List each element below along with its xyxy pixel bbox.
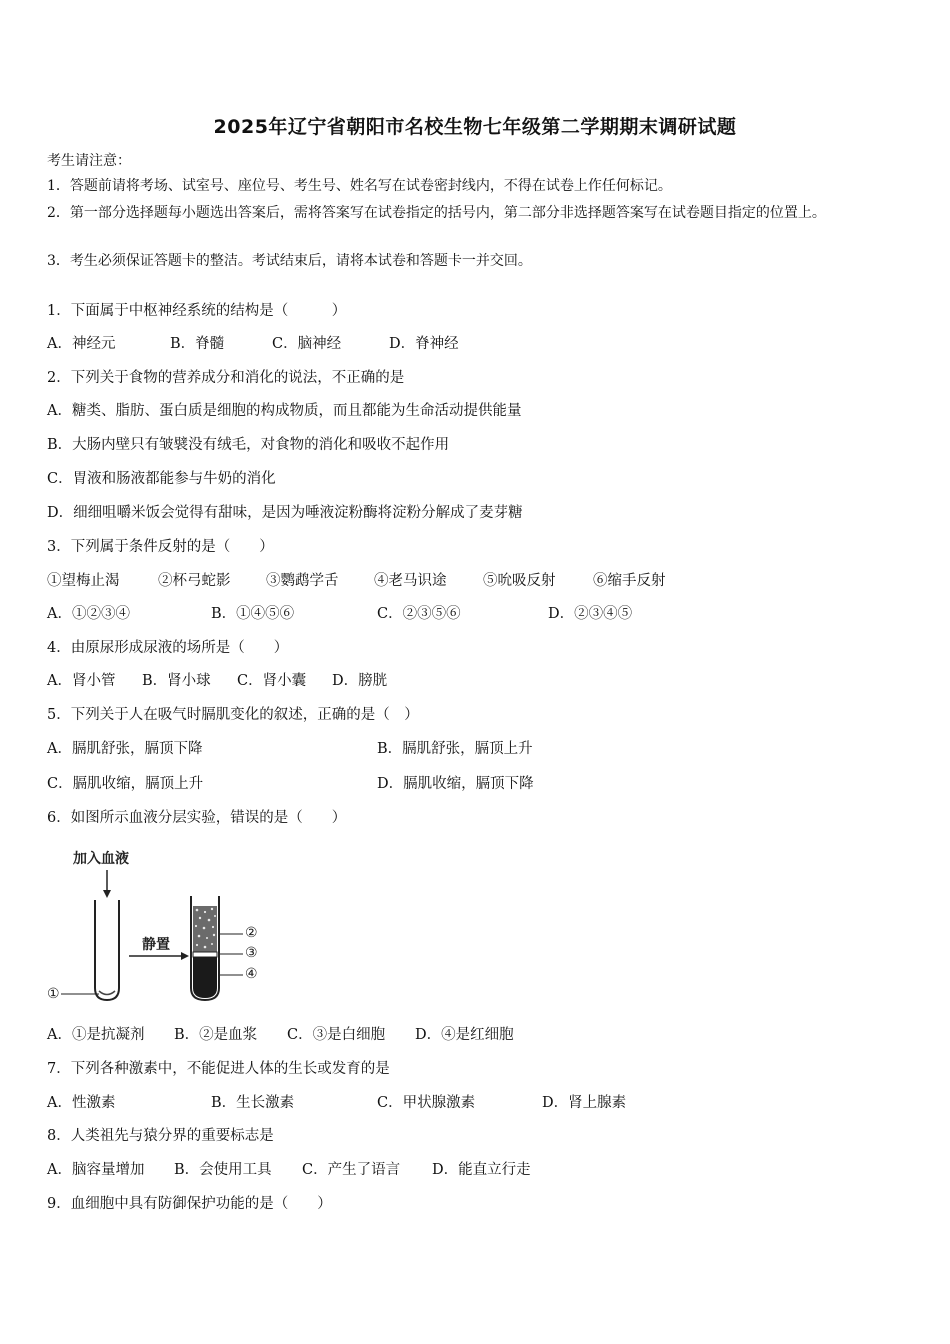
q3-option-b: B．①④⑤⑥	[211, 606, 295, 622]
question-9-stem: 9．血细胞中具有防御保护功能的是（ ）	[47, 1196, 332, 1212]
q7-option-d: D．肾上腺素	[542, 1095, 627, 1111]
q2-option-b: B．大肠内壁只有皱襞没有绒毛，对食物的消化和吸收不起作用	[47, 437, 450, 453]
q5-option-a: A．膈肌舒张，膈顶下降	[47, 741, 203, 757]
q3-item-4: ④老马识途	[374, 573, 447, 589]
q3-option-c: C．②③⑤⑥	[377, 606, 461, 622]
question-8-stem: 8．人类祖先与猿分界的重要标志是	[47, 1128, 274, 1144]
q3-item-6: ⑥缩手反射	[593, 573, 666, 589]
q2-option-a: A．糖类、脂肪、蛋白质是细胞的构成物质，而且都能为生命活动提供能量	[47, 403, 522, 419]
q3-option-d: D．②③④⑤	[548, 606, 633, 622]
q3-item-2: ②杯弓蛇影	[158, 573, 231, 589]
question-3-stem: 3．下列属于条件反射的是（ ）	[47, 539, 274, 555]
q8-option-a: A．脑容量增加	[47, 1162, 145, 1178]
q6-option-b: B．②是血浆	[174, 1027, 258, 1043]
marker-4-label: ④	[245, 966, 258, 982]
q3-option-a: A．①②③④	[47, 606, 130, 622]
question-7-stem: 7．下列各种激素中，不能促进人体的生长或发育的是	[47, 1061, 390, 1077]
q7-option-b: B．生长激素	[211, 1095, 295, 1111]
q6-option-a: A．①是抗凝剂	[47, 1027, 145, 1043]
notice-item-2: 2．第一部分选择题每小题选出答案后，需将答案写在试卷指定的括号内，第二部分非选择题答案写在试卷题目指定的位置上。	[47, 205, 826, 221]
q8-option-d: D．能直立行走	[432, 1162, 531, 1178]
q5-option-d: D．膈肌收缩，膈顶下降	[377, 776, 534, 792]
notice-item-3: 3．考生必须保证答题卡的整洁。考试结束后，请将本试卷和答题卡一并交回。	[47, 253, 532, 269]
settle-label: 静置	[142, 937, 170, 953]
q8-option-c: C．产生了语言	[302, 1162, 401, 1178]
marker-2-label: ②	[245, 925, 258, 941]
notice-item-1: 1．答题前请将考场、试室号、座位号、考生号、姓名写在试卷密封线内，不得在试卷上作任何标记。	[47, 178, 672, 194]
white-cell-layer	[193, 952, 217, 957]
marker-3-label: ③	[245, 945, 258, 961]
q7-option-c: C．甲状腺激素	[377, 1095, 476, 1111]
anticoagulant-layer	[99, 991, 115, 995]
blood-layering-figure	[47, 848, 287, 1008]
question-6-stem: 6．如图所示血液分层实验，错误的是（ ）	[47, 810, 347, 826]
q8-option-b: B．会使用工具	[174, 1162, 272, 1178]
q1-option-c: C．脑神经	[272, 336, 342, 352]
q4-option-c: C．肾小囊	[237, 673, 307, 689]
q3-item-3: ③鹦鹉学舌	[266, 573, 339, 589]
notice-heading: 考生请注意：	[47, 153, 131, 169]
q2-option-c: C．胃液和肠液都能参与牛奶的消化	[47, 471, 276, 487]
question-5-stem: 5．下列关于人在吸气时膈肌变化的叙述，正确的是（ ）	[47, 707, 419, 723]
page-title: 2025年辽宁省朝阳市名校生物七年级第二学期期末调研试题	[213, 116, 737, 138]
q4-option-b: B．肾小球	[142, 673, 211, 689]
add-blood-arrowhead	[103, 890, 111, 898]
q7-option-a: A．性激素	[47, 1095, 116, 1111]
q3-item-5: ⑤吮吸反射	[483, 573, 556, 589]
add-blood-label: 加入血液	[73, 851, 129, 867]
q1-option-a: A．神经元	[47, 336, 116, 352]
red-cell-layer	[193, 957, 217, 998]
q1-option-d: D．脊神经	[389, 336, 459, 352]
settle-arrowhead	[181, 952, 189, 960]
question-2-stem: 2．下列关于食物的营养成分和消化的说法，不正确的是	[47, 370, 405, 386]
q1-option-b: B．脊髓	[170, 336, 225, 352]
q5-option-b: B．膈肌舒张，膈顶上升	[377, 741, 533, 757]
q6-option-c: C．③是白细胞	[287, 1027, 386, 1043]
q4-option-d: D．膀胱	[332, 673, 388, 689]
q6-option-d: D．④是红细胞	[415, 1027, 514, 1043]
question-1-stem: 1．下面属于中枢神经系统的结构是（ ）	[47, 303, 347, 319]
empty-test-tube	[95, 900, 119, 1000]
marker-1-label: ①	[47, 986, 60, 1002]
q4-option-a: A．肾小管	[47, 673, 116, 689]
q5-option-c: C．膈肌收缩，膈顶上升	[47, 776, 204, 792]
q2-option-d: D．细细咀嚼米饭会觉得有甜味，是因为唾液淀粉酶将淀粉分解成了麦芽糖	[47, 505, 523, 521]
q3-item-1: ①望梅止渴	[47, 573, 120, 589]
question-4-stem: 4．由原尿形成尿液的场所是（ ）	[47, 640, 289, 656]
